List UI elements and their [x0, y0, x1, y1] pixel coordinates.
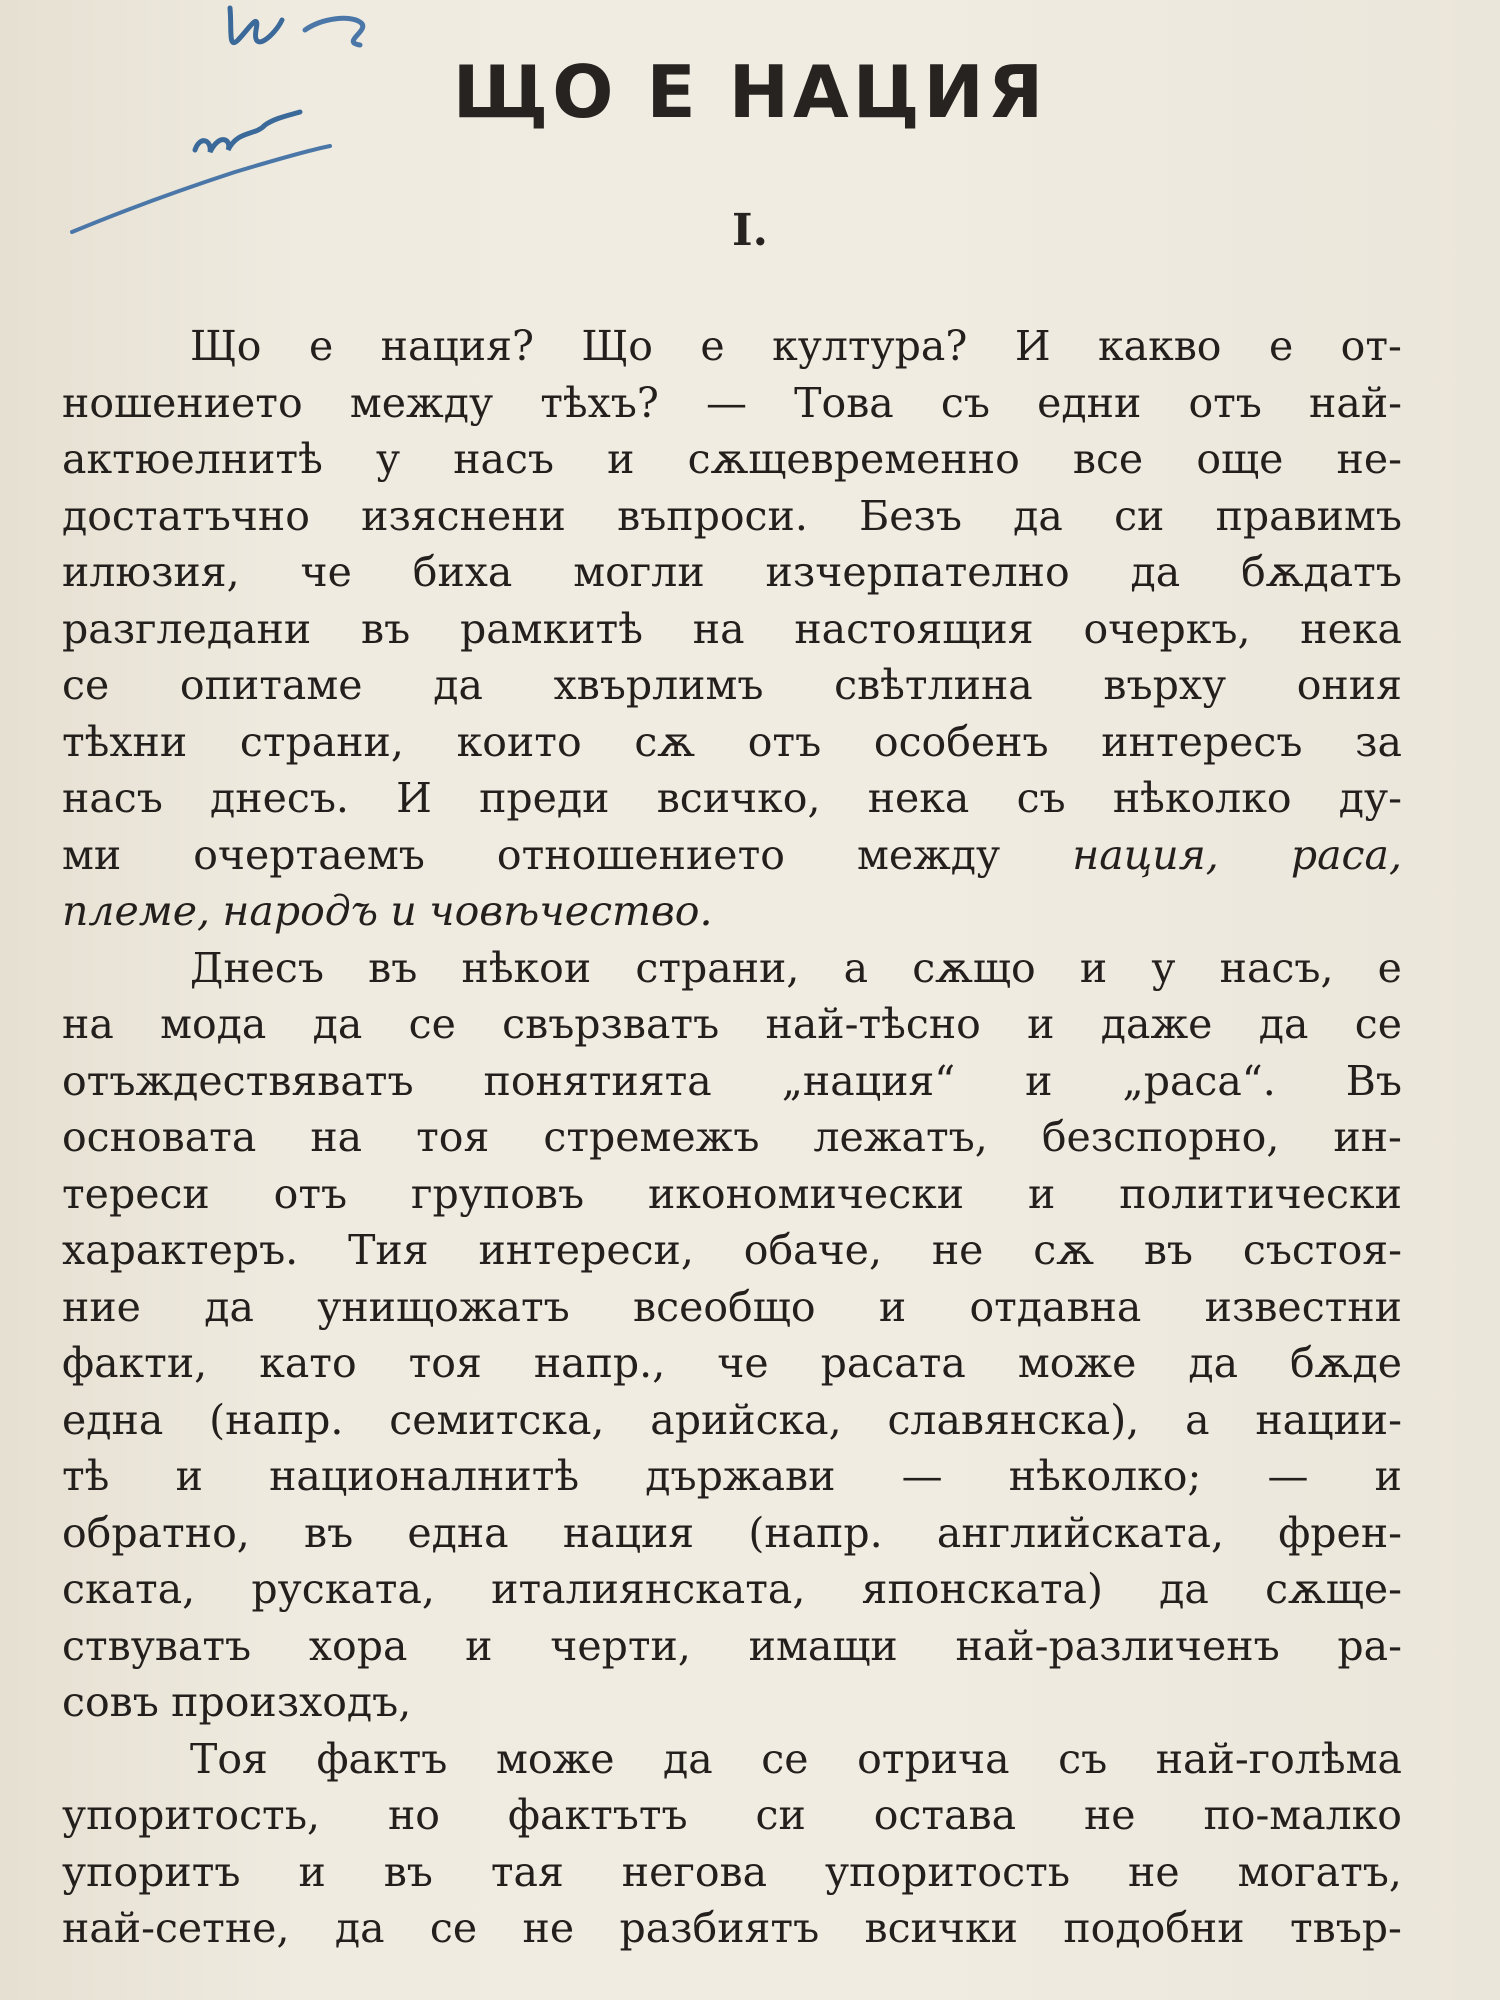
word: бѫде	[1290, 1339, 1402, 1387]
word: все	[1072, 435, 1144, 483]
word: и	[298, 1847, 326, 1896]
word: на	[692, 604, 745, 653]
word: между	[349, 378, 494, 427]
word: въ	[361, 604, 411, 653]
word: да	[1159, 1565, 1209, 1613]
word: нѣколко;	[1008, 1452, 1202, 1500]
text-line	[62, 940, 1402, 997]
word: тѣхни	[62, 717, 188, 766]
word: насъ	[453, 435, 555, 483]
word: днесъ.	[210, 774, 349, 822]
word: нека	[867, 774, 970, 822]
word: Тоя	[190, 1734, 268, 1783]
word: понятията	[483, 1056, 712, 1105]
text-line	[62, 1279, 1402, 1336]
word: Тия	[348, 1226, 429, 1274]
word: на	[310, 1113, 363, 1161]
word: фактътъ	[507, 1791, 688, 1839]
word: основата	[62, 1113, 257, 1161]
word: съ	[940, 378, 990, 427]
text-line	[62, 318, 1402, 375]
word: въ	[368, 943, 418, 992]
text-line	[62, 1731, 1402, 1788]
word: какво	[1098, 322, 1222, 370]
word: не	[1083, 1791, 1136, 1839]
word: е	[700, 322, 725, 370]
word: да	[1258, 1000, 1309, 1048]
word: едни	[1037, 378, 1142, 427]
word: ношението	[62, 378, 303, 427]
word: интереси,	[478, 1226, 694, 1274]
word: свѣтлина	[834, 661, 1033, 709]
word: и	[390, 887, 417, 935]
word: и	[465, 1621, 493, 1670]
word: имащи	[748, 1621, 898, 1670]
word: и	[607, 435, 635, 483]
word: които	[456, 717, 582, 766]
word: отъ	[1188, 378, 1262, 427]
word: Що	[190, 322, 262, 370]
word: не-	[1336, 435, 1402, 483]
word: за	[1355, 717, 1402, 766]
word: арийска,	[650, 1395, 842, 1444]
text-line	[62, 1222, 1402, 1279]
word: (напр.	[748, 1508, 883, 1557]
word: ската,	[62, 1565, 196, 1613]
word: още	[1196, 435, 1284, 483]
word: да	[204, 1282, 254, 1331]
word: да	[1188, 1339, 1239, 1387]
word: всички	[864, 1904, 1018, 1952]
word: се	[62, 661, 110, 709]
word: икономически	[647, 1169, 965, 1218]
word: характеръ.	[62, 1226, 299, 1274]
word: се	[1354, 1000, 1402, 1048]
text-line	[62, 657, 1402, 714]
word: у	[1151, 943, 1176, 992]
chapter-title: ЩО Е НАЦИЯ	[452, 50, 1048, 134]
word: упоритость	[825, 1847, 1071, 1896]
word: даже	[1100, 1000, 1213, 1048]
text-line	[62, 544, 1402, 601]
word: Днесъ	[190, 943, 324, 992]
word: могатъ,	[1237, 1847, 1402, 1896]
word: нация,	[1072, 830, 1219, 879]
word: че	[717, 1339, 769, 1387]
word: ние	[62, 1282, 141, 1331]
word: човѣчество.	[429, 887, 713, 935]
word: народъ	[222, 887, 379, 935]
word: —	[901, 1452, 943, 1500]
word: и	[175, 1452, 203, 1500]
word: совъ	[62, 1678, 159, 1726]
word: въ	[1143, 1226, 1194, 1274]
word: тоя	[416, 1113, 490, 1161]
word: И	[396, 774, 432, 822]
word: напр.,	[533, 1339, 666, 1387]
word: една	[62, 1395, 164, 1444]
word: у	[375, 435, 401, 483]
word: лежатъ,	[813, 1113, 988, 1161]
word: да	[663, 1734, 713, 1783]
text-line	[62, 1674, 1402, 1731]
word: най-голѣма	[1155, 1734, 1402, 1783]
word: между	[856, 830, 1001, 879]
word: отношението	[496, 830, 785, 879]
word: нация	[562, 1508, 695, 1557]
word: националнитѣ	[269, 1452, 580, 1500]
text-line	[62, 1166, 1402, 1223]
word: не	[522, 1904, 575, 1952]
word: подобни	[1063, 1904, 1245, 1952]
word: фактъ	[316, 1734, 448, 1783]
word: не	[1128, 1847, 1180, 1896]
word: „раса“.	[1122, 1056, 1276, 1105]
word: нация?	[380, 322, 534, 370]
text-line	[62, 827, 1402, 884]
text-line	[62, 1900, 1402, 1957]
word: от-	[1340, 322, 1402, 370]
word: се	[429, 1904, 478, 1952]
word: ствуватъ	[62, 1621, 252, 1670]
word: не	[931, 1226, 984, 1274]
word: страни,	[635, 943, 800, 992]
word: бѫдатъ	[1241, 548, 1402, 596]
word: безспорно,	[1041, 1113, 1280, 1161]
word: мода	[160, 1000, 267, 1048]
word: отъ	[747, 717, 822, 766]
word: отъждествяватъ	[62, 1056, 414, 1105]
word: си	[1114, 491, 1165, 540]
word: Въ	[1345, 1056, 1402, 1105]
text-line	[62, 375, 1402, 432]
word: Що	[581, 322, 653, 370]
word: преди	[479, 774, 610, 822]
word: и	[878, 1282, 907, 1331]
word: ин-	[1333, 1113, 1402, 1161]
text-line	[62, 1844, 1402, 1901]
word: ду-	[1338, 774, 1402, 822]
word: най-	[1309, 378, 1402, 427]
word: достатъчно	[62, 491, 310, 540]
word: отдавна	[969, 1282, 1142, 1331]
text-line	[62, 714, 1402, 771]
word: политически	[1119, 1169, 1402, 1218]
word: ми	[62, 830, 122, 879]
word: и	[1079, 943, 1108, 992]
word: страни,	[239, 717, 404, 766]
word: да	[334, 1904, 385, 1952]
word: хвърлимъ	[553, 661, 764, 709]
word: тѣ	[62, 1452, 110, 1500]
word: насъ,	[1219, 943, 1334, 992]
word: се	[408, 1000, 456, 1048]
word: тоя	[408, 1339, 482, 1387]
word: сѫщо	[912, 943, 1036, 992]
word: груповъ	[411, 1169, 585, 1218]
word: въ	[303, 1508, 354, 1557]
word: и	[1028, 1169, 1056, 1218]
word: сѫ	[634, 717, 696, 766]
text-line	[62, 1053, 1402, 1110]
word: и	[1374, 1452, 1402, 1500]
word: биха	[412, 548, 513, 596]
word: да	[312, 1000, 363, 1048]
text-line	[62, 601, 1402, 658]
word: илюзия,	[62, 548, 240, 596]
word: най-сетне,	[62, 1904, 290, 1952]
word: най-различенъ	[955, 1621, 1280, 1670]
word: черти,	[550, 1621, 691, 1670]
word: съ	[1016, 774, 1066, 822]
word: руската,	[251, 1565, 435, 1613]
word: унищожатъ	[317, 1282, 570, 1331]
word: расата	[820, 1339, 966, 1387]
word: френ-	[1278, 1508, 1402, 1557]
word: (напр.	[209, 1395, 344, 1444]
word: може	[495, 1734, 615, 1783]
word: върху	[1103, 661, 1227, 709]
word: си	[755, 1791, 806, 1839]
word: английската,	[936, 1508, 1225, 1557]
word: като	[259, 1339, 357, 1387]
word: известни	[1204, 1282, 1402, 1331]
word: обратно,	[62, 1508, 250, 1557]
word: негова	[621, 1847, 768, 1896]
word: разбиятъ	[619, 1904, 820, 1952]
word: Безъ	[859, 491, 962, 540]
word: факти,	[62, 1339, 208, 1387]
text-line	[62, 1561, 1402, 1618]
word: и	[1027, 1000, 1055, 1048]
word: състоя-	[1242, 1226, 1402, 1274]
word: обаче,	[743, 1226, 882, 1274]
word: на	[62, 1000, 114, 1048]
word: е	[308, 322, 334, 370]
word: изяснени	[361, 491, 566, 540]
word: опитаме	[179, 661, 363, 709]
text-line	[62, 1335, 1402, 1392]
word: отрича	[857, 1734, 1010, 1783]
word: нации-	[1255, 1395, 1402, 1444]
word: сѫ	[1033, 1226, 1094, 1274]
text-line	[62, 431, 1402, 488]
word: славянска),	[887, 1395, 1140, 1444]
word: да	[433, 661, 483, 709]
word: всеобщо	[633, 1282, 816, 1331]
word: рамкитѣ	[459, 604, 643, 653]
word: остава	[873, 1791, 1017, 1839]
word: въпроси.	[617, 491, 808, 540]
word: се	[761, 1734, 809, 1783]
word: да	[1130, 548, 1181, 596]
text-line	[62, 883, 1402, 940]
word: стремежъ	[543, 1113, 760, 1161]
word: упоритость,	[62, 1791, 321, 1839]
word: хора	[308, 1621, 408, 1670]
word: настоящия	[794, 604, 1034, 653]
word: а	[843, 943, 869, 992]
word: ра-	[1337, 1621, 1402, 1670]
word: интересъ	[1101, 717, 1303, 766]
word: култура?	[772, 322, 968, 370]
text-line	[62, 1109, 1402, 1166]
word: сѫщевременно	[687, 435, 1020, 483]
word: най-тѣсно	[765, 1000, 981, 1048]
word: особенъ	[873, 717, 1049, 766]
word: тѣхъ?	[540, 378, 659, 427]
word: ония	[1296, 661, 1402, 709]
text-line	[62, 1505, 1402, 1562]
text-line	[62, 996, 1402, 1053]
word: че	[300, 548, 352, 596]
word: твър-	[1289, 1904, 1402, 1952]
text-line	[62, 1787, 1402, 1844]
word: очертаемъ	[193, 830, 425, 879]
word: и	[1025, 1056, 1053, 1105]
text-line	[62, 488, 1402, 545]
word: тая	[490, 1847, 564, 1896]
word: И	[1014, 322, 1051, 370]
word: изчерпателно	[765, 548, 1070, 596]
word: една	[407, 1508, 509, 1557]
word: актюелнитѣ	[62, 435, 323, 483]
word: свързватъ	[502, 1000, 720, 1048]
word: нѣколко	[1112, 774, 1292, 822]
word: упоритъ	[62, 1847, 241, 1896]
word: правимъ	[1215, 491, 1402, 540]
word: италиянската,	[491, 1565, 806, 1613]
word: могли	[573, 548, 705, 596]
word: раса,	[1290, 830, 1402, 879]
word: племе,	[62, 887, 211, 935]
word: насъ	[62, 774, 163, 822]
word: да	[1013, 491, 1063, 540]
word: „нация“	[781, 1056, 956, 1105]
word: семитска,	[389, 1395, 605, 1444]
word: съ	[1058, 1734, 1108, 1783]
section-number: I.	[732, 205, 768, 256]
word: нека	[1300, 604, 1402, 653]
word: тереси	[62, 1169, 210, 1218]
word: Това	[794, 378, 894, 427]
word: разгледани	[62, 604, 312, 653]
text-line	[62, 1618, 1402, 1675]
word: отъ	[273, 1169, 348, 1218]
word: а	[1185, 1395, 1210, 1444]
word: но	[387, 1791, 440, 1839]
word: очеркъ,	[1083, 604, 1251, 653]
word: по-малко	[1203, 1791, 1402, 1839]
word: въ	[383, 1847, 433, 1896]
text-line	[62, 770, 1402, 827]
word: японската)	[861, 1565, 1103, 1613]
word: е	[1268, 322, 1294, 370]
word: произходъ,	[171, 1678, 412, 1726]
body-text	[62, 318, 1402, 1957]
word: сѫще-	[1265, 1565, 1402, 1613]
text-line	[62, 1392, 1402, 1449]
word: може	[1017, 1339, 1137, 1387]
word: е	[1377, 943, 1402, 992]
word: —	[706, 378, 748, 427]
word: —	[1267, 1452, 1309, 1500]
word: нѣкои	[461, 943, 592, 992]
word: всичко,	[656, 774, 821, 822]
text-line	[62, 1448, 1402, 1505]
word: държави	[645, 1452, 836, 1500]
